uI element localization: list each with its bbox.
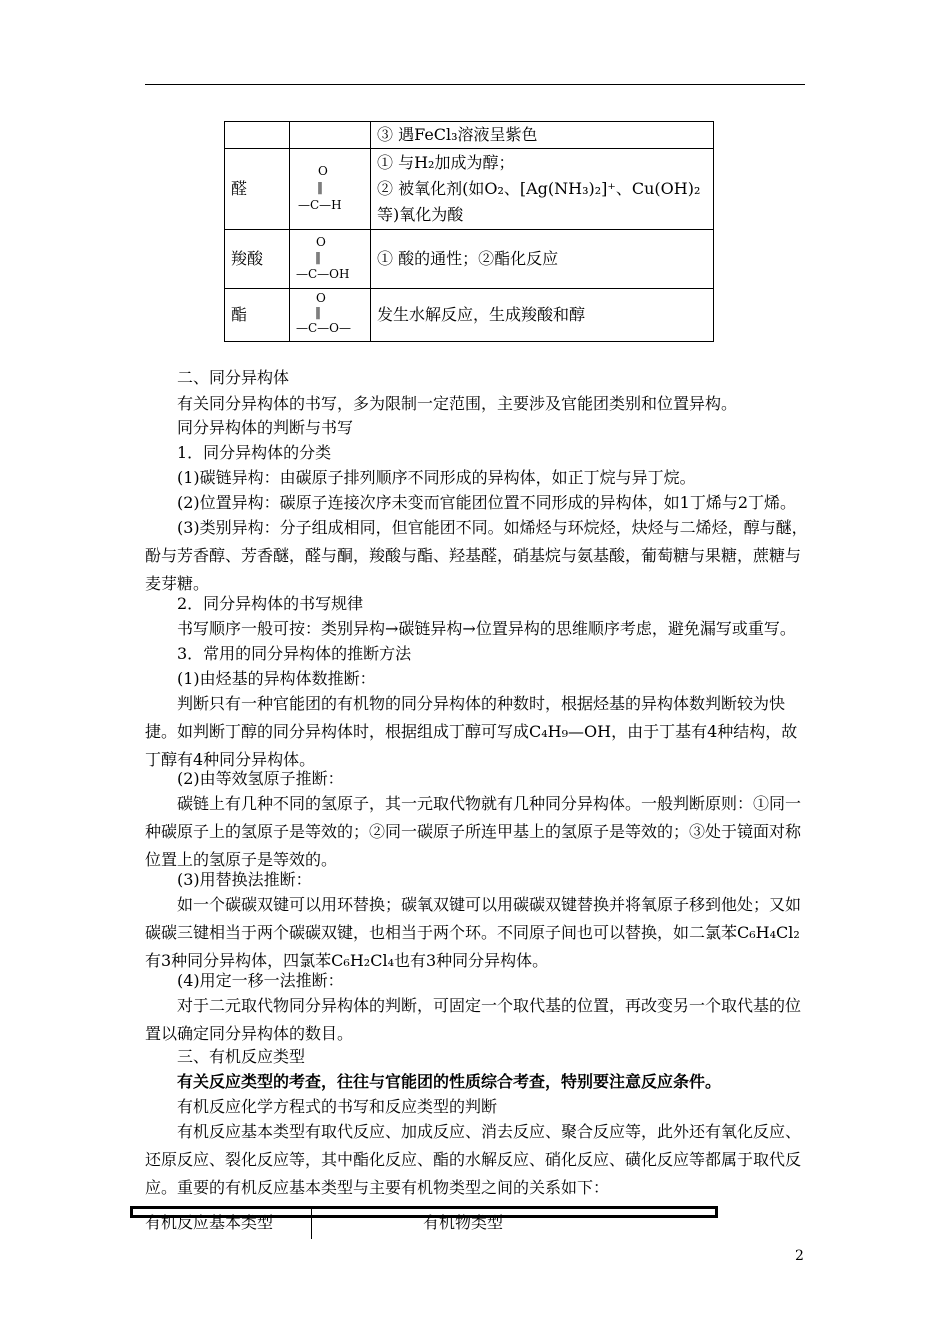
- struct-chain: —C—O—: [296, 321, 352, 335]
- subheading: 同分异构体的判断与书写: [177, 418, 354, 437]
- struct-chain: —C—H: [298, 198, 342, 212]
- column-header: 有机反应基本类型: [145, 1213, 274, 1232]
- group-name-cell: 羧酸: [225, 230, 290, 289]
- struct-oxygen: O: [318, 164, 328, 178]
- property-cell: ① 酸的通性；②酯化反应: [371, 230, 714, 289]
- paragraph: 如一个碳碳双键可以用环替换；碳氧双键可以用碳碳双键替换并将氧原子移到他处；又如碳碳三键相当于两个碳碳双键，也相当于两个环。不同原子间也可以替换，如二氯苯C₆H₄Cl₂有3种同分异构体，四氯苯C₆H₂Cl₄也有3种同分异构体。: [145, 895, 802, 970]
- table-row: [225, 149, 714, 230]
- structure-cell: [290, 149, 371, 230]
- method-heading: (1)由烃基的异构体数推断：: [177, 669, 376, 688]
- group-name-cell: [225, 122, 290, 149]
- header-rule: [145, 84, 805, 85]
- paragraph: 判断只有一种官能团的有机物的同分异构体的种数时，根据烃基的异构体数判断较为快捷。如判断丁醇的同分异构体时，根据组成丁醇可写成C₄H₉—OH，由于丁基有4种结构，故丁醇有4种同分异构体。: [145, 694, 798, 769]
- paragraph: 对于二元取代物同分异构体的判断，可固定一个取代基的位置，再改变另一个取代基的位置以确定同分异构体的数目。: [145, 996, 802, 1043]
- struct-double-bond: ‖: [317, 180, 323, 194]
- table-row: [225, 122, 714, 149]
- subheading: 3．常用的同分异构体的推断方法: [177, 644, 412, 663]
- paragraph: (1)碳链异构：由碳原子排列顺序不同形成的异构体，如正丁烷与异丁烷。: [177, 468, 696, 487]
- functional-group-table: [224, 121, 714, 342]
- paragraph: 有机反应基本类型有取代反应、加成反应、消去反应、聚合反应等，此外还有氧化反应、还原反应、裂化反应等，其中酯化反应、酯的水解反应、硝化反应、磺化反应等都属于取代反应。重要的有机反应基本类型与主要有机物类型之间的关系如下：: [145, 1122, 802, 1197]
- property-cell: [371, 149, 714, 230]
- paragraph: (3)类别异构：分子组成相同，但官能团不同。如烯烃与环烷烃，炔烃与二烯烃，醇与醚，酚与芳香醇、芳香醚，醛与酮，羧酸与酯、羟基醛，硝基烷与氨基酸，葡萄糖与果糖，蔗糖与麦芽糖。: [145, 518, 808, 593]
- property-cell: ③ 遇FeCl₃溶液呈紫色: [371, 122, 714, 149]
- subheading: 1．同分异构体的分类: [177, 443, 332, 462]
- property-cell: 发生水解反应，生成羧酸和醇: [371, 289, 714, 342]
- method-heading: (4)用定一移一法推断：: [177, 971, 344, 990]
- paragraph: 有关同分异构体的书写，多为限制一定范围，主要涉及官能团类别和位置异构。: [177, 394, 738, 413]
- column-header: 有机物类型: [423, 1213, 504, 1232]
- page-number: 2: [795, 1248, 804, 1264]
- table-row: [225, 230, 714, 289]
- section-heading: 二、同分异构体: [177, 368, 290, 387]
- paragraph: 碳链上有几种不同的氢原子，其一元取代物就有几种同分异构体。一般判断原则：①同一种碳原子上的氢原子是等效的；②同一碳原子所连甲基上的氢原子是等效的；③处于镜面对称位置上的氢原子是等效的。: [145, 794, 802, 869]
- method-heading: (2)由等效氢原子推断：: [177, 769, 344, 788]
- aldehyde-structure-diagram: [296, 161, 358, 217]
- method-heading: (3)用替换法推断：: [177, 870, 312, 889]
- column-divider: [311, 1209, 312, 1239]
- carboxyl-structure-diagram: [296, 233, 362, 285]
- emphasis-paragraph: 有关反应类型的考查，往往与官能团的性质综合考查，特别要注意反应条件。: [177, 1072, 722, 1091]
- paragraph: 书写顺序一般可按：类别异构→碳链异构→位置异构的思维顺序考虑，避免漏写或重写。: [177, 619, 796, 638]
- section-heading: 三、有机反应类型: [177, 1047, 306, 1066]
- ester-structure-diagram: [296, 291, 362, 339]
- structure-cell: [290, 289, 371, 342]
- property-line: ① 与H₂加成为醇；: [377, 153, 515, 172]
- struct-double-bond: ‖: [315, 305, 321, 319]
- group-name-cell: 酯: [225, 289, 290, 342]
- group-name-cell: 醛: [225, 149, 290, 230]
- structure-cell: [290, 122, 371, 149]
- struct-double-bond: ‖: [315, 250, 321, 264]
- struct-oxygen: O: [316, 235, 326, 249]
- subheading: 2．同分异构体的书写规律: [177, 594, 364, 613]
- struct-chain: —C—OH: [296, 267, 350, 281]
- subheading: 有机反应化学方程式的书写和反应类型的判断: [177, 1097, 498, 1116]
- struct-oxygen: O: [316, 291, 326, 305]
- paragraph: (2)位置异构：碳原子连接次序未变而官能团位置不同形成的异构体，如1丁烯与2丁烯。: [177, 493, 797, 512]
- structure-cell: [290, 230, 371, 289]
- table-row: [225, 289, 714, 342]
- property-line: ② 被氧化剂(如O₂、[Ag(NH₃)₂]⁺、Cu(OH)₂等)氧化为酸: [377, 179, 701, 224]
